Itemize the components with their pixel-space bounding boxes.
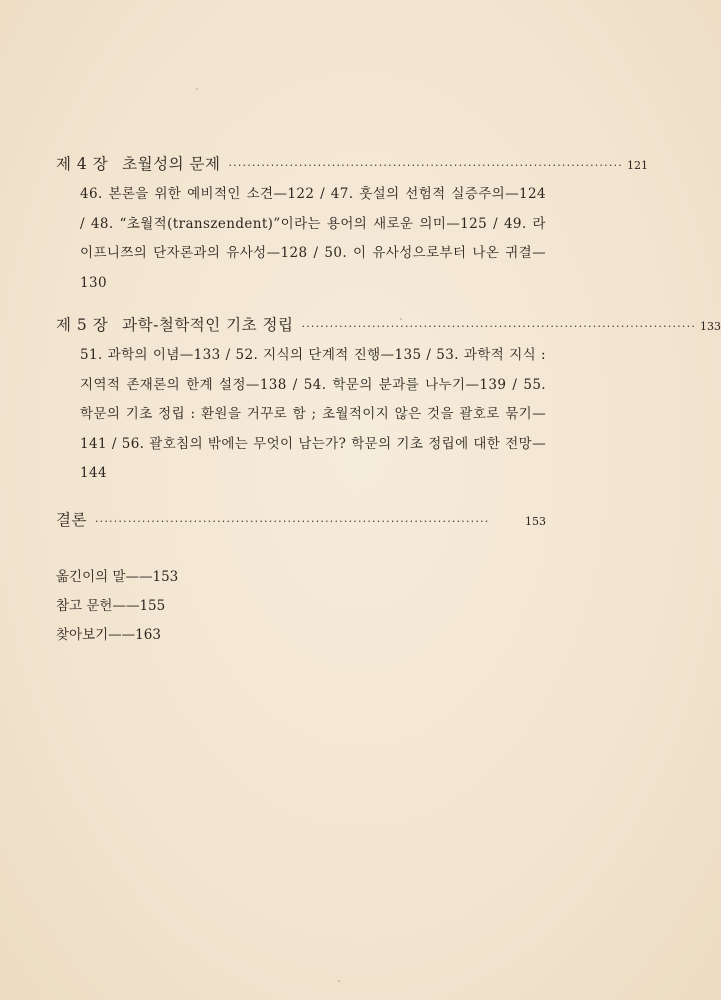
index-entry: 찾아보기——163 (56, 627, 161, 643)
leader-dots: ···················································································· (94, 515, 490, 528)
paper-speck (338, 980, 340, 982)
toc-chapter-4 (56, 152, 648, 298)
conclusion-title: 결론 (56, 511, 87, 529)
leader-dots: ···················································································· (228, 159, 623, 172)
section-list: 46. 본론을 위한 예비적인 소견—122 / 47. 훗설의 선험적 실증주의—124 / 48. “초월적(transzendent)”이라는 용어의 새로운 의미—125 / 49. 라이프니쯔의 단자론과의 유사성—128 / 50. 이 유사성으로부터 나온 귀결—130 (80, 186, 546, 291)
paper-speck (196, 88, 198, 90)
leader-dots: ···················································································· (301, 320, 697, 333)
chapter-title: 초월성의 문제 (122, 155, 221, 173)
chapter-number: 제 5 장 (56, 316, 109, 334)
chapter-number: 제 4 장 (56, 155, 109, 173)
chapter-page-number: 121 (626, 159, 648, 172)
paper-speck (400, 318, 402, 320)
chapter-heading (56, 313, 721, 335)
toc-conclusion (56, 508, 546, 530)
bibliography-entry: 참고 문헌——155 (56, 598, 166, 614)
back-matter-list (56, 563, 178, 650)
chapter-page-number: 133 (700, 320, 721, 333)
toc-chapter-5 (56, 313, 721, 489)
chapter-title: 과학-철학적인 기초 정립 (122, 316, 294, 334)
section-list: 51. 과학의 이념—133 / 52. 지식의 단계적 진행—135 / 53. 과학적 지식 : 지역적 존재론의 한계 설정—138 / 54. 학문의 분과를 나누기—139 / 55. 학문의 기초 정립 : 환원을 거꾸로 함 ; 초월적이지 않은 것을 괄호로 묶기—141 / 56. 괄호침의 밖에는 무엇이 남는가? 학문의 기초 정립에 대한 전망—144 (80, 347, 546, 481)
chapter-heading (56, 152, 648, 174)
conclusion-heading (56, 508, 546, 530)
translator-note-entry: 옮긴이의 말——153 (56, 569, 179, 585)
conclusion-page-number: 153 (525, 515, 546, 528)
